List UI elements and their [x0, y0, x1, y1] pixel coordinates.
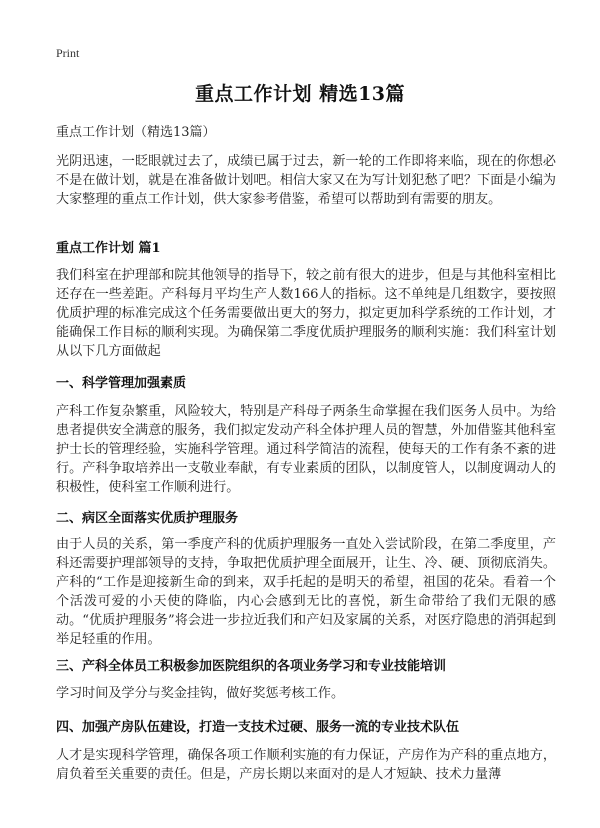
part-1-paragraph: 产科工作复杂繁重，风险较大，特别是产科母子两条生命掌握在我们医务人员中。为给患者提供安全满意的服务，我们拟定发动产科全体护理人员的智慧，外加借鉴其他科室护士长的管理经验，实施科学管理。通过科学简洁的流程，使每天的工作有条不紊的进行。产科争取培养出一支敬业奉献，有专业素质的团队，以制度管人，以制度调动人的积极性，使科室工作顺利进行。 — [56, 404, 556, 495]
section-heading-1: 重点工作计划 篇1 — [56, 241, 161, 256]
part-heading-2: 二、病区全面落实优质护理服务 — [56, 511, 239, 526]
part-2-paragraph: 由于人员的关系，第一季度产科的优质护理服务一直处入尝试阶段，在第二季度里，产科还需要护理部领导的支持，争取把优质护理全面展开，让生、冷、硬、顶彻底消失。产科的“工作是迎接新生命的到来，双手托起的是明天的希望，祖国的花朵。看着一个个活泼可爱的小天使的降临，内心会感到无比的喜悦，新生命带给了我们无限的感动。“优质护理服务”将会进一步拉近我们和产妇及家属的关系，对医疗隐患的消弭起到举足轻重的作用。 — [56, 537, 556, 647]
intro-paragraph: 光阴迅速，一眨眼就过去了，成绩已属于过去，新一轮的工作即将来临，现在的你想必不是在做计划，就是在准备做计划吧。相信大家又在为写计划犯愁了吧？下面是小编为大家整理的重点工作计划，供大家参考借鉴，希望可以帮助到有需要的朋友。 — [56, 154, 556, 207]
part-heading-3: 三、产科全体员工积极参加医院组织的各项业务学习和专业技能培训 — [56, 659, 447, 674]
part-heading-1: 一、科学管理加强素质 — [56, 376, 187, 391]
page-title: 重点工作计划 精选13篇 — [194, 83, 406, 105]
section-1-paragraph: 我们科室在护理部和院其他领导的指导下，较之前有很大的进步，但是与其他科室相比还存在一些差距。产科每月平均生产人数166人的指标。这不单纯是几组数字，要按照优质护理的标准完成这个任务需要做出更大的努力，拟定更加科学系统的工作计划，才能确保工作目标的顺利实现。为确保第二季度优质护理服务的顺利实施：我们科室计划从以下几方面做起 — [56, 268, 556, 359]
part-heading-4: 四、加强产房队伍建设，打造一支技术过硬、服务一流的专业技术队伍 — [56, 720, 460, 735]
print-link[interactable]: Print — [56, 46, 80, 60]
part-3-paragraph: 学习时间及学分与奖金挂钩，做好奖惩考核工作。 — [56, 686, 345, 701]
part-4-paragraph: 人才是实现科学管理，确保各项工作顺利实施的有力保证，产房作为产科的重点地方，肩负着至关重要的责任。但是，产房长期以来面对的是人才短缺、技术力量薄 — [56, 748, 556, 782]
document-subtitle: 重点工作计划（精选13篇） — [56, 125, 216, 140]
